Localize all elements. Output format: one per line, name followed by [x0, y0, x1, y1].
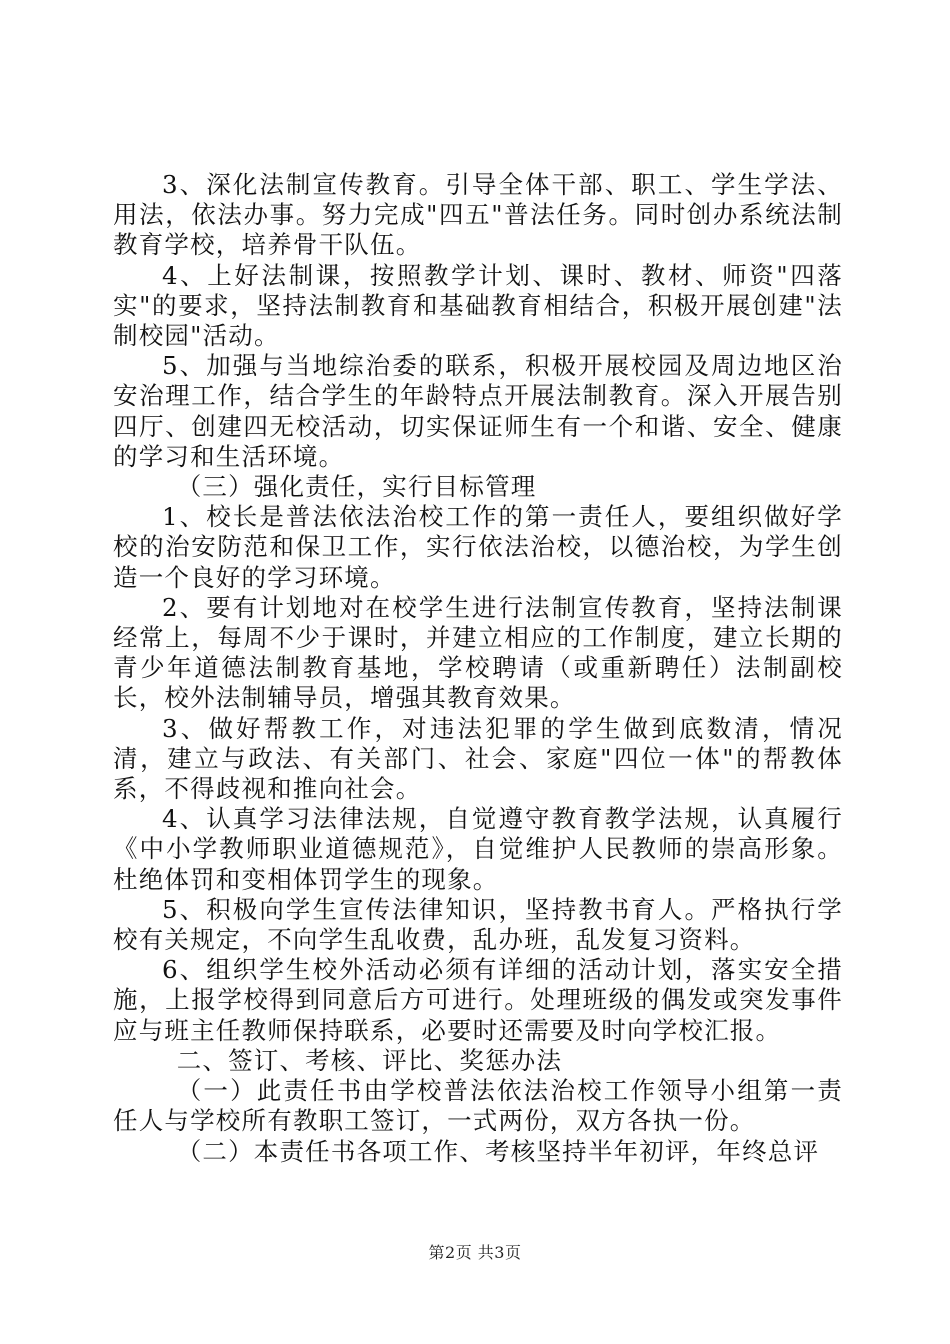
paragraph-duty-3: 3、做好帮教工作，对违法犯罪的学生做到底数清，情况清，建立与政法、有关部门、社会、家庭"四位一体"的帮教体系，不得歧视和推向社会。 — [113, 713, 843, 804]
paragraph-duty-5: 5、积极向学生宣传法律知识，坚持教书育人。严格执行学校有关规定，不向学生乱收费，乱办班，乱发复习资料。 — [113, 894, 843, 955]
paragraph-clause-1: （一）此责任书由学校普法依法治校工作领导小组第一责任人与学校所有教职工签订，一式两份，双方各执一份。 — [113, 1076, 843, 1136]
section-heading-2: 二、签订、考核、评比、奖惩办法 — [176, 1045, 563, 1075]
page-number-footer: 第2页 共3页 — [428, 1243, 522, 1262]
section-heading-3: （三）强化责任，实行目标管理 — [176, 472, 537, 502]
paragraph-duty-2: 2、要有计划地对在校学生进行法制宣传教育，坚持法制课经常上，每周不少于课时，并建立相应的工作制度，建立长期的青少年道德法制教育基地，学校聘请（或重新聘任）法制副校长，校外法制辅导员，增强其教育效果。 — [113, 592, 843, 713]
paragraph-item-4: 4、上好法制课，按照教学计划、课时、教材、师资"四落实"的要求，坚持法制教育和基础教育相结合，积极开展创建"法制校园"活动。 — [113, 260, 843, 351]
paragraph-duty-1: 1、校长是普法依法治校工作的第一责任人，要组织做好学校的治安防范和保卫工作，实行依法治校，以德治校，为学生创造一个良好的学习环境。 — [113, 502, 843, 592]
paragraph-duty-4: 4、认真学习法律法规，自觉遵守教育教学法规，认真履行《中小学教师职业道德规范》，自觉维护人民教师的崇高形象。杜绝体罚和变相体罚学生的现象。 — [113, 804, 843, 894]
paragraph-item-5: 5、加强与当地综治委的联系，积极开展校园及周边地区治安治理工作，结合学生的年龄特点开展法制教育。深入开展告别四厅、创建四无校活动，切实保证师生有一个和谐、安全、健康的学习和生活环境。 — [113, 351, 843, 471]
paragraph-duty-6: 6、组织学生校外活动必须有详细的活动计划，落实安全措施，上报学校得到同意后方可进行。处理班级的偶发或突发事件应与班主任教师保持联系，必要时还需要及时向学校汇报。 — [113, 955, 843, 1045]
document-body — [113, 170, 843, 1167]
paragraph-item-3: 3、深化法制宣传教育。引导全体干部、职工、学生学法、用法，依法办事。努力完成"四五"普法任务。同时创办系统法制教育学校，培养骨干队伍。 — [113, 170, 843, 260]
paragraph-clause-2: （二）本责任书各项工作、考核坚持半年初评，年终总评 — [176, 1136, 820, 1166]
